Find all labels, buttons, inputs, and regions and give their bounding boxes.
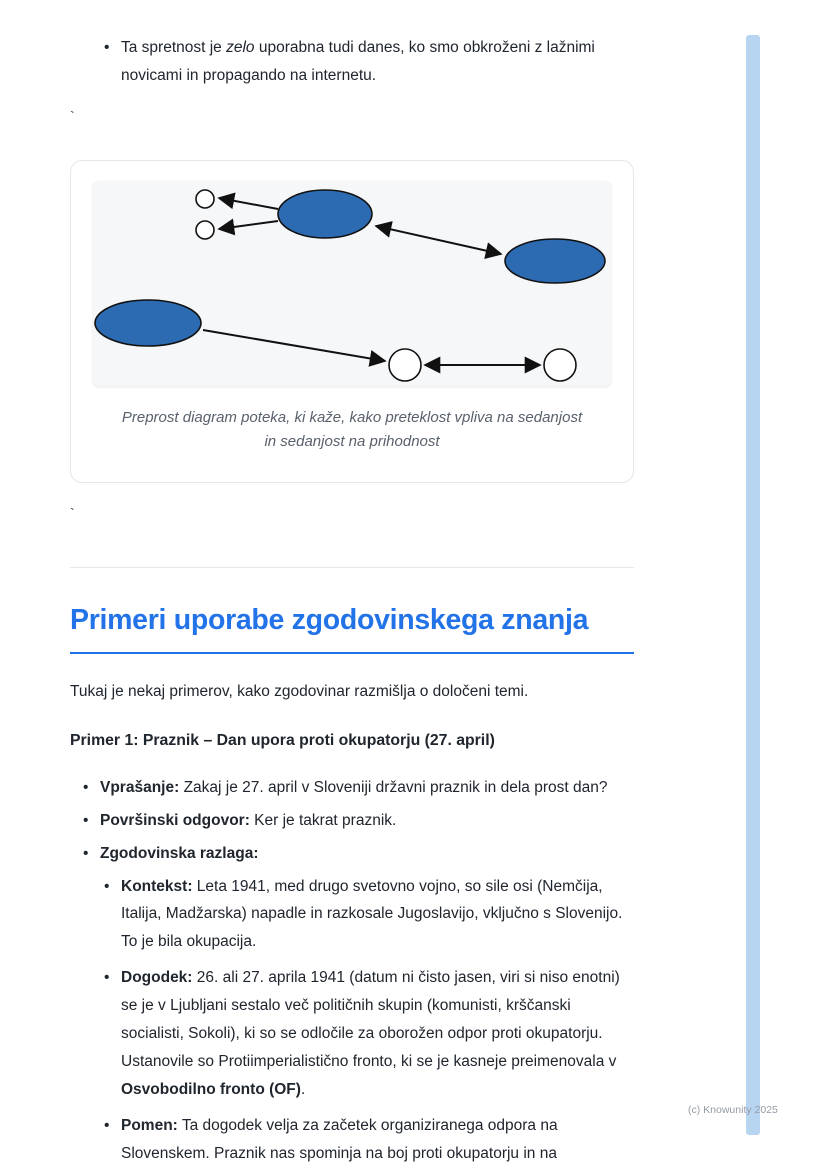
scrollbar-thumb[interactable] <box>746 35 760 1135</box>
nested-bullet-list <box>103 873 634 1168</box>
stray-backtick: ` <box>70 504 75 521</box>
flow-node-small-circle-2 <box>196 221 214 239</box>
bullet-label: Kontekst: <box>121 877 193 895</box>
flow-diagram <box>93 181 611 386</box>
bullet-text-post: uporabna tudi danes, ko smo obkroženi z lažnimi novicami in propagando na internetu. <box>121 39 595 84</box>
flow-ellipse-left <box>95 300 201 346</box>
top-bullet-list <box>70 0 634 90</box>
bullet-text-tail: . <box>300 1080 306 1098</box>
intro-paragraph: Tukaj je nekaj primerov, kako zgodovinar razmišlja o določeni temi. <box>70 682 529 700</box>
stray-backtick: ` <box>70 107 75 124</box>
bullet-text: Leta 1941, med drugo svetovno vojno, so sile osi (Nemčija, Italija, Madžarska) napadle in razkosale Jugoslavijo, vključno s Slovenijo. To je bila okupacija. <box>121 877 623 951</box>
bullet-bold-inline: Osvobodilno fronto (OF) <box>121 1080 301 1098</box>
bullet-text-pre: Ta spretnost je <box>121 39 227 56</box>
flow-node-small-circle-1 <box>196 190 214 208</box>
bullet-text: Zakaj je 27. april v Sloveniji državni praznik in dela prost dan? <box>179 778 608 796</box>
bullet-item <box>82 807 634 835</box>
sub-bullet-item <box>103 873 634 957</box>
arrow-left-ellipse-to-bottom-circle <box>203 330 385 361</box>
figure-card <box>70 160 634 483</box>
document-page <box>70 0 634 1175</box>
bullet-item <box>82 774 634 802</box>
flow-diagram-svg <box>93 181 611 386</box>
flow-node-circle-bottom-right <box>544 349 576 381</box>
sub-bullet-item <box>103 1112 634 1168</box>
bullet-text: 26. ali 27. aprila 1941 (datum ni čisto jasen, viri si niso enotni) se je v Ljubljani sestalo več političnih skupin (komunisti, krščanski socialisti, Sokoli), ki so se odločile za oborožen odpor proti okupatorju. Ustanovile so Protiimperialistično fronto, ki se je kasneje preimenovala v <box>121 969 620 1070</box>
bullet-text: Ker je takrat praznik. <box>249 811 397 829</box>
flow-node-circle-bottom-left <box>389 349 421 381</box>
bullet-label: Dogodek: <box>121 969 193 987</box>
section-divider <box>70 567 634 568</box>
arrow-top-ellipse-to-circle-1 <box>219 198 278 209</box>
example-heading: Primer 1: Praznik – Dan upora proti okupatorju (27. april) <box>70 732 495 750</box>
arrow-top-ellipse-to-circle-2 <box>219 221 278 229</box>
flow-ellipse-top <box>278 190 372 238</box>
bullet-label: Površinski odgovor: <box>100 811 250 829</box>
sub-bullet-item <box>103 964 634 1103</box>
bullet-text: Ta dogodek velja za začetek organiziranega odpora na Slovenskem. Praznik nas spominja na boj proti okupatorju in na <box>121 1116 558 1162</box>
watermark: (c) Knowunity 2025 <box>688 1104 778 1116</box>
section-title: Primeri uporabe zgodovinskega znanja <box>70 604 634 654</box>
arrow-double-top-right <box>376 226 501 254</box>
figure-caption: Preprost diagram poteka, ki kaže, kako preteklost vpliva na sedanjost in sedanjost na prihodnost <box>121 408 583 450</box>
bullet-text-emphasis: zelo <box>226 39 255 56</box>
example-bullet-list <box>70 774 634 1168</box>
bullet-item <box>82 840 634 1168</box>
bullet-label: Zgodovinska razlaga: <box>100 844 259 862</box>
bullet-item <box>103 34 634 90</box>
flow-ellipse-right <box>505 239 605 283</box>
bullet-label: Pomen: <box>121 1116 178 1134</box>
bullet-label: Vprašanje: <box>100 778 180 796</box>
